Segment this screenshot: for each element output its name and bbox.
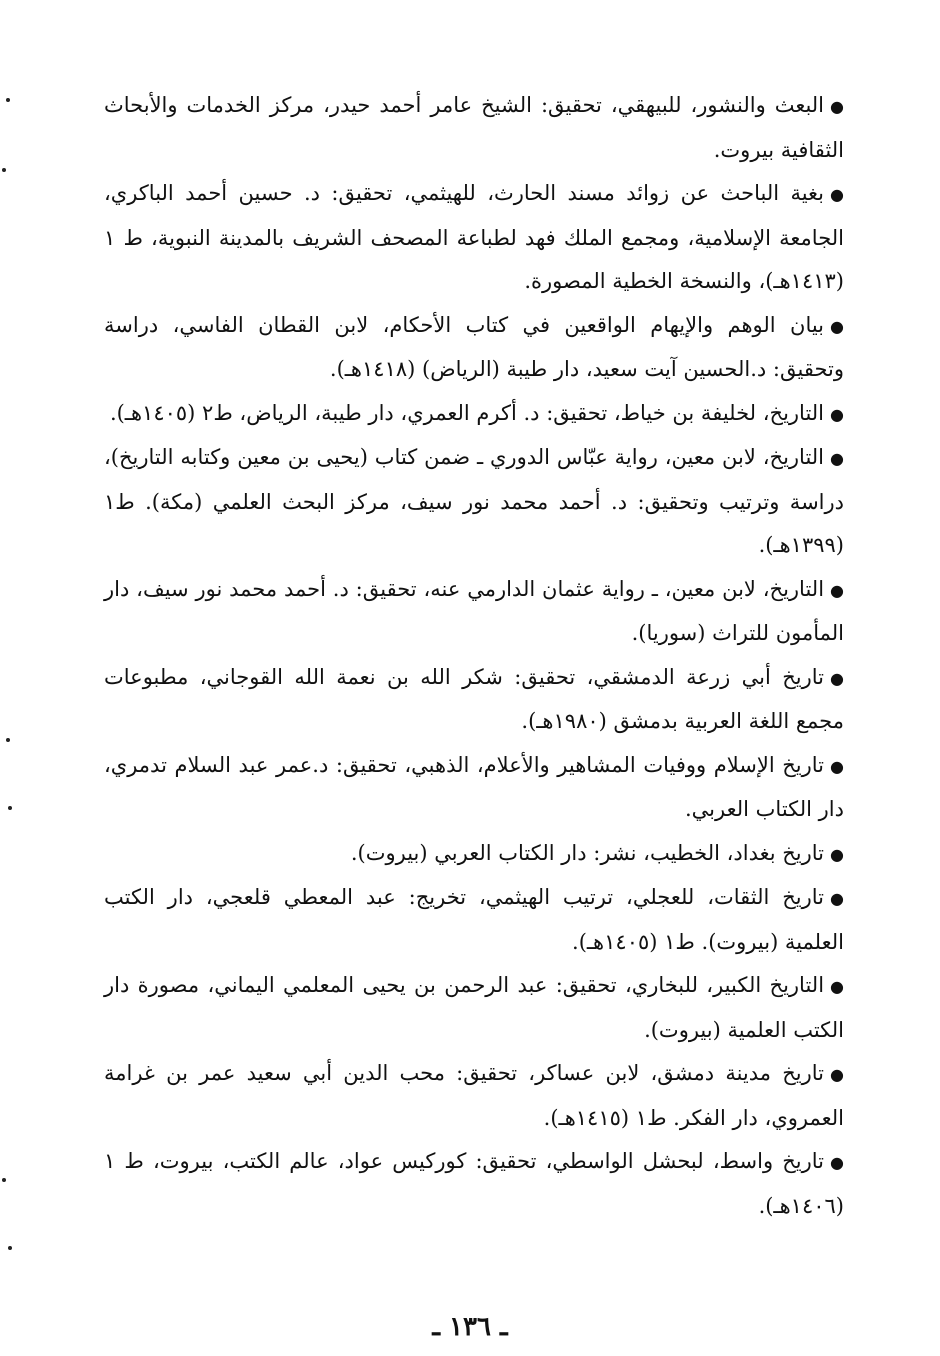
bullet-icon: ● (830, 449, 844, 468)
entry-text: البعث والنشور، للبيهقي، تحقيق: الشيخ عامر أحمد حيدر، مركز الخدمات والأبحاث الثقافية بيروت. (104, 93, 844, 162)
bibliography-entry (104, 832, 844, 877)
bibliography-entry (104, 656, 844, 744)
bibliography-list (104, 84, 844, 1228)
bibliography-entry (104, 876, 844, 964)
entry-text: تاريخ بغداد، الخطيب، نشر: دار الكتاب العربي (بيروت). (350, 840, 825, 865)
bullet-icon: ● (830, 889, 844, 908)
bibliography-entry (104, 568, 844, 656)
entry-text: تاريخ مدينة دمشق، لابن عساكر، تحقيق: محب الدين أبي سعيد عمر بن غرامة العمروي، دار الفكر. ط١ (١٤١٥هـ). (104, 1061, 844, 1130)
bullet-icon: ● (830, 1153, 844, 1172)
entry-text: بغية الباحث عن زوائد مسند الحارث، للهيثمي، تحقيق: د. حسين أحمد الباكري، الجامعة الإسلامية، ومجمع الملك فهد لطباعة المصحف الشريف بالمدينة النبوية، ط ١ (١٤١٣هـ)، والنسخة الخطية المصورة. (104, 181, 844, 293)
bibliography-entry (104, 436, 844, 568)
entry-text: تاريخ أبي زرعة الدمشقي، تحقيق: شكر الله بن نعمة الله القوجاني، مطبوعات مجمع اللغة العربية بدمشق (١٩٨٠هـ). (104, 664, 844, 733)
scan-speck (2, 168, 6, 172)
bullet-icon: ● (830, 404, 844, 424)
page-number: ـ ١٣٦ ـ (432, 1312, 508, 1342)
bullet-icon: ● (830, 185, 844, 204)
entry-text: التاريخ، لابن معين، ـ رواية عثمان الدارمي عنه، تحقيق: د. أحمد محمد نور سيف، دار المأمون للتراث (سوريا). (104, 576, 844, 645)
bullet-icon: ● (830, 1065, 844, 1084)
scan-speck (2, 1178, 6, 1182)
entry-text: التاريخ، لخليفة بن خياط، تحقيق: د. أكرم العمري، دار طيبة، الرياض، ط٢ (١٤٠٥هـ). (109, 400, 825, 425)
bibliography-entry (104, 304, 844, 392)
bullet-icon: ● (830, 756, 844, 776)
scan-speck (8, 1246, 12, 1250)
entry-text: تاريخ الثقات، للعجلي، ترتيب الهيثمي، تخريج: عبد المعطي قلعجي، دار الكتب العلمية (بيروت). ط١ (١٤٠٥هـ). (104, 885, 844, 954)
bullet-icon: ● (830, 97, 844, 116)
bullet-icon: ● (830, 668, 844, 688)
scan-speck (6, 738, 10, 742)
bullet-icon: ● (830, 844, 844, 864)
bullet-icon: ● (830, 977, 844, 996)
entry-text: التاريخ، لابن معين، رواية عبّاس الدوري ـ ضمن كتاب (يحيى بن معين وكتابه التاريخ)، دراسة وترتيب وتحقيق: د. أحمد محمد نور سيف، مركز البحث العلمي (مكة). ط١ (١٣٩٩هـ). (104, 445, 844, 557)
entry-text: التاريخ الكبير، للبخاري، تحقيق: عبد الرحمن بن يحيى المعلمي اليماني، مصورة دار الكتب العلمية (بيروت). (104, 973, 844, 1042)
scan-speck (8, 806, 12, 810)
bibliography-entry (104, 84, 844, 172)
bullet-icon: ● (830, 316, 844, 336)
scan-speck (6, 98, 10, 102)
bibliography-entry (104, 1140, 844, 1228)
entry-text: بيان الوهم والإيهام الواقعين في كتاب الأحكام، لابن القطان الفاسي، دراسة وتحقيق: د.الحسين آيت سعيد، دار طيبة (الرياض) (١٤١٨هـ). (104, 312, 844, 381)
bibliography-entry (104, 392, 844, 437)
bullet-icon: ● (830, 580, 844, 600)
entry-text: تاريخ واسط، لبحشل الواسطي، تحقيق: كوركيس عواد، عالم الكتب، بيروت، ط ١ (١٤٠٦هـ). (104, 1149, 844, 1218)
bibliography-entry (104, 964, 844, 1052)
bibliography-entry (104, 172, 844, 304)
bibliography-entry (104, 744, 844, 832)
bibliography-entry (104, 1052, 844, 1140)
entry-text: تاريخ الإسلام ووفيات المشاهير والأعلام، الذهبي، تحقيق: د.عمر عبد السلام تدمري، دار الكتاب العربي. (104, 752, 844, 821)
